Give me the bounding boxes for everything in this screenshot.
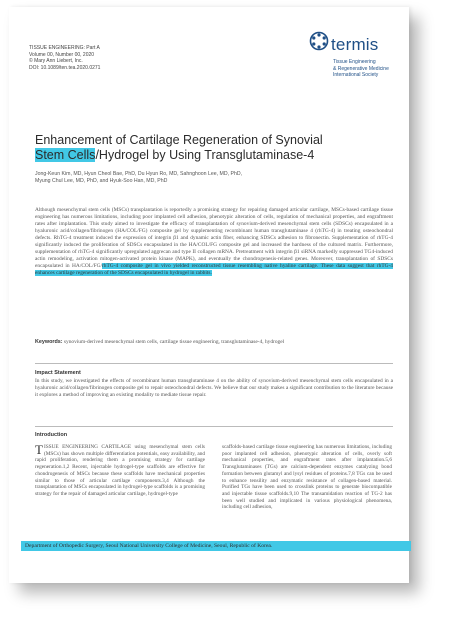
title-line-2-rest: /Hydrogel by Using Transglutaminase-4 <box>95 148 315 162</box>
impact-text: In this study, we investigated the effects of recombinant human transglutaminase 4 on the ability of synovium-derived mesenchymal stem cells encapsulated in a hyaluronic acid/collagen/fibrinogen composite gel to repair osteochondral defects. We believe that our study makes a significant contribution to the literature because it explores a method of improving an existing modality to mediate tissue repair. <box>35 378 393 398</box>
logo-subtitle-line: & Regenerative Medicine <box>333 65 389 72</box>
title-highlight: Stem Cells <box>35 148 96 162</box>
journal-name: TISSUE ENGINEERING: Part A <box>29 45 100 51</box>
affiliation-highlight: Department of Orthopedic Surgery, Seoul National University College of Medicine, Seoul, Republic of Korea. <box>21 541 411 551</box>
logo-subtitle-line: Tissue Engineering <box>333 59 376 65</box>
keywords-text: synovium-derived mesenchymal stem cells, cartilage tissue engineering, transglutaminase-4, hydrogel <box>63 339 285 345</box>
logo-subtitle-line: International Society <box>333 72 379 78</box>
journal-doi: DOI: 10.1089/ten.tea.2020.0271 <box>29 64 101 71</box>
section-divider <box>35 363 393 364</box>
authors-line-1: Jong-Keun Kim, MD, Hyun Cheol Bae, PhD, Du Hyun Ro, MD, Sahnghoon Lee, MD, PhD, <box>35 171 243 177</box>
introduction-heading: Introduction <box>35 432 68 438</box>
keywords <box>35 339 393 346</box>
logo-name: termis <box>331 35 379 54</box>
intro-right-column: scaffolds-based cartilage tissue engineering has numerous limitations, including poor implanted cell adhesion, phenotypic alteration of cells, overly soft mechanical properties, and engraftment rates after implantation.5,6 Transglutaminases (TGs) are calcium-dependent enzymes catalyzing bond formation between glutamyl and lysyl residues of proteins.7,8 TGs can be used to enhance tensility and enzymatic resistance of collagen-based material. Purified TGs have been used to crosslink proteins to generate biocompatible and injectable tissue scaffolds.9,10 The transamidation reaction of TG-2 has been well studied and implicated in various physiological phenomena, including cell adhesion, <box>222 444 392 511</box>
author-list <box>35 171 365 185</box>
impact-heading: Impact Statement <box>35 370 81 376</box>
termis-logo-icon <box>309 31 329 51</box>
section-divider <box>35 426 393 427</box>
drop-cap: T <box>35 442 43 457</box>
intro-left-text: ISSUE ENGINEERING CARTILAGE using mesenchymal stem cells (MSCs) has shown multiple differentiation potentials, easy availability, and rapid proliferation, rendering them a promising strategy for cartilage regeneration.1,2 Recent, injectable hydrogel-type scaffolds are effective for chondrogenesis of MSCs because these scaffolds have mechanical properties similar to those of articular cartilage components.3,4 Although the transplantation of MSCs encapsulated in hydrogel-type scaffolds is a promising strategy for the repair of damaged articular cartilage, hydrogel-type <box>35 444 205 497</box>
title-line-1: Enhancement of Cartilage Regeneration of Synovial <box>35 133 323 147</box>
keywords-label: Keywords: <box>35 339 63 345</box>
journal-copyright: © Mary Ann Liebert, Inc. <box>29 58 83 64</box>
paper-title <box>35 133 385 163</box>
logo-subtitle <box>333 59 413 79</box>
abstract <box>35 207 393 277</box>
abstract-body: Although mesenchymal stem cells (MSCs) transplantation is reportedly a promising strategy for repairing damaged articular cartilage, MSCs-based cartilage tissue engineering has numerous limitations, including poor implanted cell adhesion, phenotypic alteration of cells, regulation of mechanical properties, and engraftment rates after implantation. This study aimed to investigate the efficacy of transplantation of synovium-derived mesenchymal stem cells (SDSCs) encapsulated in a hyaluronic acid/collagen/fibrinogen (HA/COL/FG) composite gel by supplementing recombinant human transglutaminase 4 (rhTG-4) in treating osteochondral defects. RhTG-4 treatment induced the expression of integrin β1 and dynamic actin fiber, enhancing SDSCs adhesion to fibronectin. Supplementation of rhTG-4 significantly induced the proliferation of SDSCs encapsulated in the HA/COL/FG composite gel and increased the hardness of the cultured matrix. Furthermore, supplementation of rhTG-4 significantly upregulated aggrecan and type II collagen mRNA. Pretreatment with integrin β1 siRNA markedly suppressed TG4-induced actin remodeling, activation mitogen-activated protein kinase (MAPK), and eventually the chondrogenesis-related genes. Moreover, transplantation of SDSCs encapsulated in HA/COL/FG/ <box>35 207 393 269</box>
journal-volume: Volume 00, Number 00, 2020 <box>29 51 95 58</box>
abstract-highlight: rhTG-4 composite gel in vivo yielded reconstructed tissue resembling native hyaline cartilage. These data suggest that rhTG-4 enhances cartilage regeneration of the SDSCs encapsulated in hydrogel in rabbits. <box>35 262 393 276</box>
journal-info <box>29 45 179 71</box>
title-line-2 <box>35 148 385 163</box>
paper-page <box>9 7 409 583</box>
intro-left-column <box>35 444 205 498</box>
authors-line-2: Myung Chul Lee, MD, PhD, and Hyuk-Soo Han, MD, PhD <box>35 178 168 184</box>
